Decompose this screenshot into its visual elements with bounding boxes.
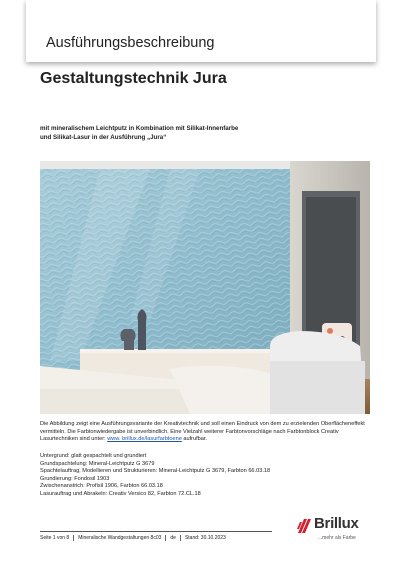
logo-tagline: ...mehr als Farbe [318,535,356,541]
brillux-logo [296,515,376,545]
spec-glaze-application: Lasurauftrag und Abrakeln: Creativ Versico 82, Farbton 72.CL.18 [40,490,201,497]
image-caption [40,421,372,444]
subtitle-line-2: und Silikat-Lasur in der Ausführung „Jura“ [40,134,167,141]
footer-date: Stand: 30.10.2023 [184,535,226,542]
document-title: Gestaltungstechnik Jura [40,70,227,87]
footer-separator [165,535,166,541]
spec-intermediate-coat: Zwischenanstrich: Profisil 1906, Farbton 66.03.18 [40,483,163,490]
brillux-stripes-icon [296,517,312,535]
room-photo [40,161,370,414]
color-shades-link[interactable]: www. brillux.de/lasurfarbtoene [107,436,182,443]
spec-filler-application: Spachtelauftrag, Modellieren und Strukturieren: Mineral-Leichtputz G 3679, Farbton 66.03.18 [40,468,271,475]
footer-lang: de [170,535,176,542]
specification-list [40,453,370,499]
footer-doc-name: Mineralische Wandgestaltungen 8c03 [78,535,162,542]
footer-page: Seite 1 von 8 [40,535,70,542]
header-bar [26,0,376,62]
spec-primer: Grundierung: Fondosil 1903 [40,475,110,482]
header-title: Ausführungsbeschreibung [46,35,215,51]
footer-separator [180,535,181,541]
footer [40,535,280,541]
spec-base-filler: Grundspachtelung: Mineral-Leichtputz G 3679 [40,460,155,467]
footer-divider [40,531,272,532]
footer-separator [73,535,74,541]
document-subtitle [40,124,370,142]
caption-text: Die Abbildung zeigt eine Ausführungsvariante der Kreativtechnik und soll einen Eindruck von dem zu erzielenden Oberflächeneffekt vermitteln. Die Farbtonwiedergabe ist unverbindlich. Eine Vielzahl weiterer Farbtonvorschläge nach Farbtonblock Creativ Lasurtechniken sind unter: [40,421,365,443]
caption-suffix: aufrufbar. [181,436,208,443]
spec-substrate: Untergrund: glatt gespachtelt und grundiert [40,453,147,459]
subtitle-line-1: mit mineralischem Leichtputz in Kombination mit Silikat-Innenfarbe [40,125,239,132]
logo-wordmark: Brillux [314,515,359,532]
